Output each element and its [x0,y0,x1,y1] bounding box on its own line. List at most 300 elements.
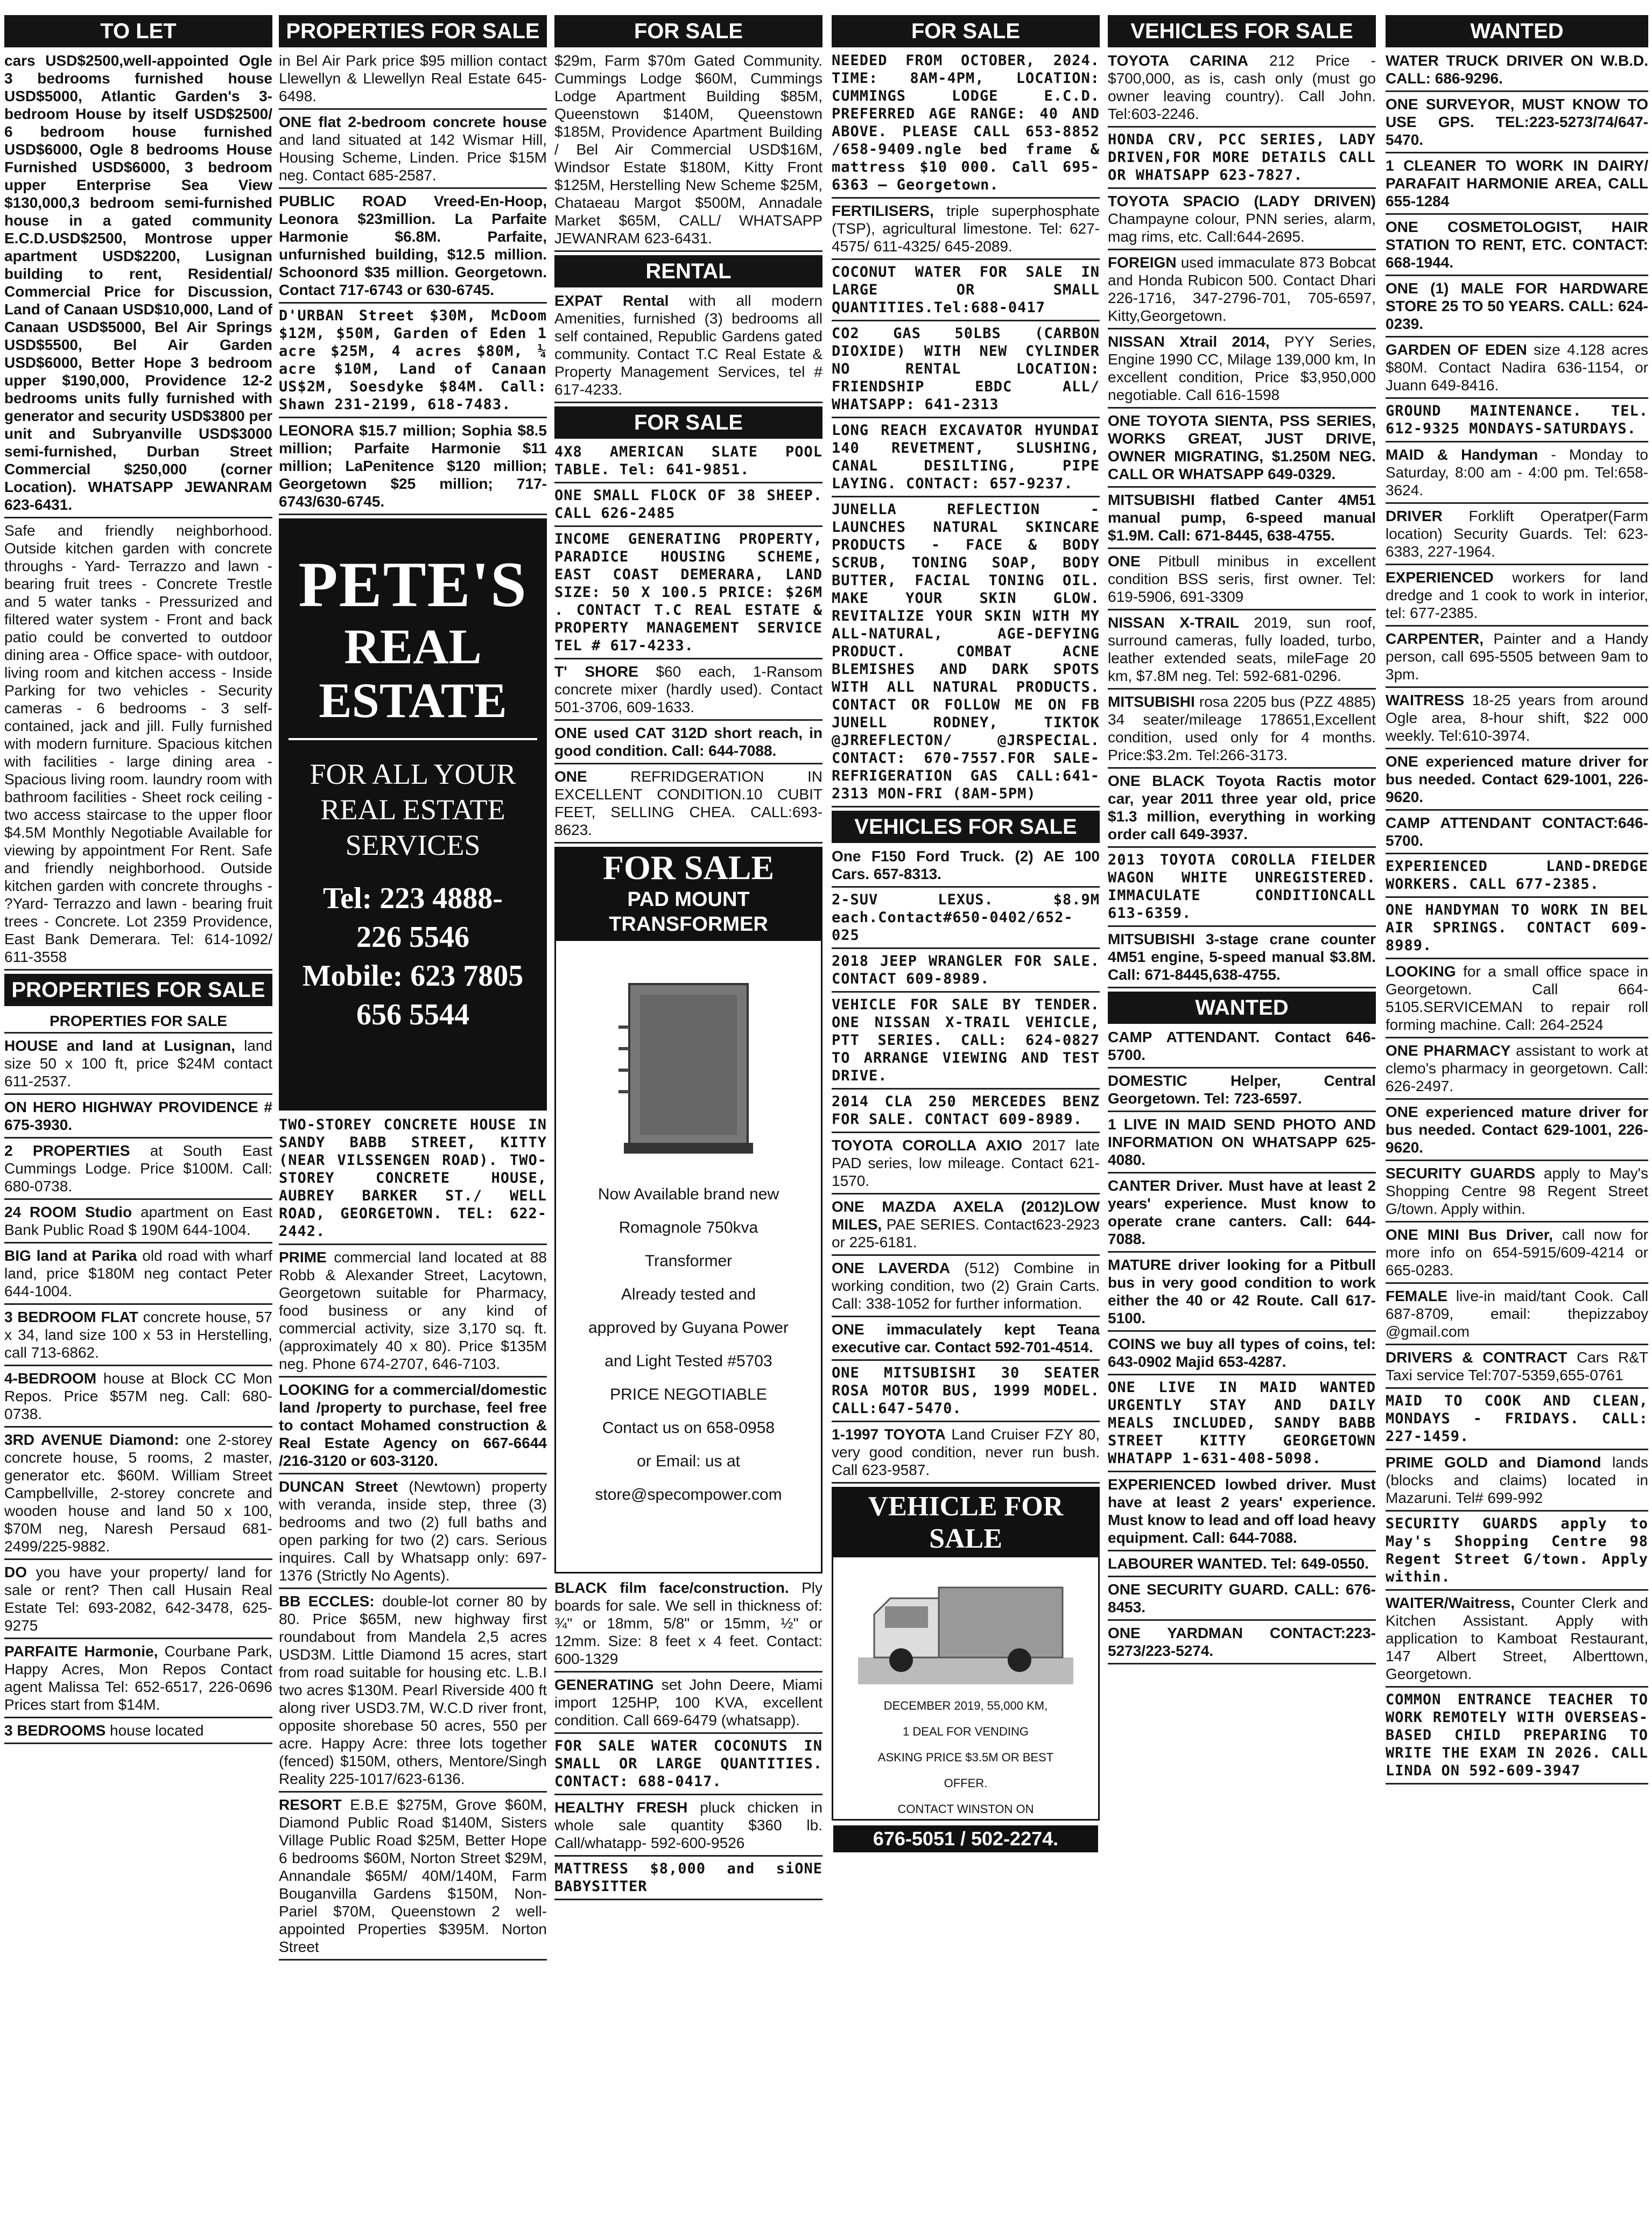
ad-list-properties [279,1116,547,1961]
section-header-vehicles-for-sale: VEHICLES FOR SALE [1108,15,1376,47]
vehicle-ad-text: DECEMBER 2019, 55,000 KM, 1 DEAL FOR VENDING ASKING PRICE $3.5M OR BEST OFFER. CONTACT WINSTON ON [877,1699,1054,1816]
classified-ad [832,501,1100,807]
classified-ad [554,52,823,252]
ad-lead-text: NISSAN Xtrail 2014, [1108,333,1270,350]
classified-ad [832,263,1100,321]
ad-lead-text: MITSUBISHI 3-stage crane counter 4M51 engine, 5-speed manual $3.8M. Call: 671-8445,638-4755. [1108,931,1376,983]
classified-ad [1386,691,1648,749]
ad-body-text: double-lot corner 80 by 80. Price $65M, new highway first roundabout from Mandela 2,5 acres USD3M. Little Diamond 15 acres, start from road suitable for housing etc. L.B.I two acres $130M. Pearl Riverside 400 ft along river USD3.7M, W.C.D river front, opposite shorebase 50 acres, 550 per acre. Happy Acre: three lots together (fenced) $150M, others, Mentore/Singh Reality 225-1017/623-6136. [279,1593,547,1787]
ad-body-text: E.B.E $275M, Grove $60M, Diamond Public Road $140M, Sisters Village Public Road $25M, Better Hope 6 bedrooms $60M, Norton Street $29M, Annandale $65M/ 40M/140M, Farm Bouganvilla Gardens $150M, Non-Pariel $70M, Queenstown 2 well-appointed Properties $395M. Norton Street [279,1796,547,1955]
classified-ad [1386,1348,1648,1389]
classified-ad [1108,52,1376,128]
classified-ad [1386,279,1648,338]
classified-ad [832,325,1100,418]
ad-list-wanted [1108,1028,1376,1664]
transformer-advert [554,847,823,1573]
petes-logo: PETE'S [298,549,528,620]
truck-image [858,1566,1073,1684]
ad-lead-text: DRIVERS & CONTRACT [1386,1349,1567,1366]
ad-lead-text: HOUSE and land at Lusignan, [4,1037,235,1054]
ad-body-text: workers for land dredge and 1 cook to work in interior, tel: 677-2385. [1386,569,1648,621]
section-header-wanted: WANTED [1386,15,1648,47]
ad-lead-text: ONE SURVEYOR, MUST KNOW TO USE GPS. TEL:223-5273/74/647-5470. [1386,96,1648,148]
ad-lead-text: BB ECCLES: [279,1593,375,1610]
ad-lead-text: LONG REACH EXCAVATOR HYUNDAI 140 REVETMENT, SLUSHING, CANAL DESILTING, PIPE LAYING. CONTACT: 657-9237. [832,422,1100,492]
ad-lead-text: 2-SUV LEXUS. $8.9M each.Contact#650-0402/652-025 [832,891,1100,944]
vehicle-for-sale-advert [832,1487,1100,1850]
ad-body-text: at South East Cummings Lodge. Price $100M. Call: 680-0738. [4,1142,272,1195]
ad-lead-text: WATER TRUCK DRIVER ON W.B.D. CALL: 686-9296. [1386,52,1648,87]
classified-ad [832,1093,1100,1133]
classified-ad [279,1381,547,1474]
column-for-sale-2 [832,15,1100,2222]
ad-lead-text: CO2 GAS 50LBS (CARBON DIOXIDE) WITH NEW CYLINDER NO RENTAL LOCATION: FRIENDSHIP EBDC ALL/ WHATSAPP: 641-2313 [832,325,1100,413]
ad-body-text: Painter and a Handy person, call 695-5505 between 9am to 3pm. [1386,630,1648,683]
ad-lead-text: BIG land at Parika [4,1247,137,1264]
classified-ad [4,1098,272,1139]
ad-body-text: lands (blocks and claims) located in Mazaruni. Tel# 699-992 [1386,1454,1648,1506]
ad-body-text: used immaculate 873 Bobcat and Honda Rubicon 500. Contact Dhari 226-1716, 347-2796-701, 705-6597, Kitty,Georgetown. [1108,254,1376,324]
classified-ad [1386,1594,1648,1688]
transformer-ad-subtitle: PAD MOUNT TRANSFORMER [556,887,821,941]
classified-ad [4,1247,272,1305]
transformer-ad-text: Now Available brand new Romagnole 750kva Transformer Already tested and approved by Guyana Power and Light Tested #5703 PRICE NEGOTIABLE Contact us on 658-0958 or Email: us at store@specompower.com [588,1185,789,1504]
classified-ad [4,1642,272,1718]
ad-body-text: 18-25 years from around Ogle area, 8-hour shift, $22 000 weekly. Tel:610-3974. [1386,692,1648,744]
ad-lead-text: TWO-STOREY CONCRETE HOUSE IN SANDY BABB STREET, KITTY (NEAR VILSSENGEN ROAD). TWO-STOREY CONCRETE HOUSE, AUBREY BARKER ST./ WELL ROAD, GEORGETOWN. TEL: 622-2442. [279,1116,547,1240]
ad-body-text: Courbane Park, Happy Acres, Mon Repos Contact agent Malissa Tel: 652-6517, 226-0696 Prices start from $14M. [4,1643,272,1713]
ad-lead-text: LEONORA $15.7 million; Sophia $8.5 million; Parfaite Harmonie $11 million; LaPenitence $120 million; Georgetown $25 million; 717-6743/630-6745. [279,422,547,510]
ad-body-text: rosa 2205 bus (PZZ 4885) 34 seater/mileage 178651,Excellent condition, used only for 4 months. Price:$3.2m. Tel:266-3173. [1108,693,1376,763]
ad-lead-text: ONE MINI Bus Driver, [1386,1226,1553,1243]
classified-ad [1386,507,1648,565]
ad-list-vehicles [832,847,1100,1484]
classified-ad [1108,552,1376,610]
transformer-image [608,963,769,1167]
ad-lead-text: FERTILISERS, [832,202,934,219]
ad-body-text: Cars R&T Taxi service Tel:707-5359,655-0761 [1386,1349,1648,1383]
ad-list [554,52,823,252]
ad-body-text: OR WHATSAPP 623-7827. [1108,167,1303,184]
classified-ad [1386,753,1648,811]
classified-ad [554,1860,823,1900]
section-header-wanted: WANTED [1108,992,1376,1024]
ad-list-vehicles [1108,52,1376,988]
ad-lead-text: HONDA CRV, PCC SERIES, LADY DRIVEN,FOR MORE DETAILS CALL [1108,131,1376,166]
ad-lead-text: SECURITY GUARDS apply to May's Shopping Centre 98 Regent Street G/town. Apply within. [1386,1515,1648,1585]
ad-lead-text: VEHICLE FOR SALE BY TENDER. ONE NISSAN X-TRAIL VEHICLE, PTT SERIES. CALL: 624-0827 TO ARRANGE VIEWING AND TEST DRIVE. [832,996,1100,1084]
classified-ad [1108,1580,1376,1621]
ad-body-text: PAE SERIES. Contact623-2923 or 225-6181. [832,1216,1100,1251]
ad-lead-text: ONE MITSUBISHI 30 SEATER ROSA MOTOR BUS, 1999 MODEL. CALL:647-5470. [832,1365,1100,1417]
section-header-properties-for-sale: PROPERTIES FOR SALE [4,974,272,1006]
real-estate-title: REAL ESTATE [289,620,537,740]
classified-ad [279,113,547,189]
classified-ad [279,192,547,304]
ad-body-text: Forklift Operatper(Farm location) Security Guards. Tel: 623-6383, 227-1964. [1386,508,1648,560]
ad-body-text: PYY Series, Engine 1990 CC, Milage 139,000 km, In excellent condition, Price $3,950,000 negotiable. Call 616-1598 [1108,333,1376,403]
ad-lead-text: INCOME GENERATING PROPERTY, PARADICE HOUSING SCHEME, EAST COAST DEMERARA, LAND SIZE: 50 X 100.5 PRICE: $26M . CONTACT T.C REAL ESTATE & PROPERTY MANAGEMENT SERVICE TEL # 617-4233. [554,531,823,654]
classified-ad [554,724,823,764]
ad-list-properties [279,52,547,515]
classified-ad [1108,491,1376,549]
ad-lead-text: ONE SMALL FLOCK OF 38 SHEEP. CALL 626-2485 [554,487,823,522]
classified-ad [554,768,823,844]
ad-body-text: $60 each, 1-Ransom concrete mixer (hardly used). Contact 501-3706, 609-1633. [554,663,823,715]
classified-ad [832,1425,1100,1484]
ad-body-text: commercial land located at 88 Robb & Alexander Street, Lacytown, Georgetown suitable for Pharmacy, food business or any kind of commercial activity, size 3,170 sq. ft. (approximately 40 x 80). Price $135M neg. Phone 674-2707, 646-7103. [279,1249,547,1372]
classified-ad [832,202,1100,260]
classified-ad [279,1592,547,1793]
ad-lead-text: EXPERIENCED LAND-DREDGE WORKERS. CALL 677-2385. [1386,858,1648,893]
classified-ad [554,292,823,403]
vehicle-ad-title: VEHICLE FOR SALE [833,1488,1098,1557]
ad-lead-text: ONE flat 2-bedroom concrete house [279,114,547,130]
ad-lead-text: MATURE driver looking for a Pitbull bus in very good condition to work either the 40 or 42 Route. Call 617-5100. [1108,1256,1376,1326]
classified-ad [1108,254,1376,329]
classified-ad [1386,402,1648,442]
ad-lead-text: 1 CLEANER TO WORK IN DAIRY/ PARAFAIT HARMONIE AREA, CALL 655-1284 [1386,157,1648,209]
ad-list-rental [554,292,823,403]
classified-ad [832,996,1100,1090]
column-vehicles-for-sale [1108,15,1376,2222]
ad-list-wanted [1386,52,1648,1785]
classified-ad [279,1116,547,1245]
classified-ad [1108,693,1376,769]
ad-lead-text: ONE YARDMAN CONTACT:223-5273/223-5274. [1108,1625,1376,1659]
ad-body-text: and land situated at 142 Wismar Hill, Housing Scheme, Linden. Price $15M neg. Contact 685-2587. [279,131,547,184]
ad-lead-text: ONE SECURITY GUARD. CALL: 676-8453. [1108,1581,1376,1615]
section-header-for-sale: FOR SALE [554,406,823,439]
ad-lead-text: ONE [1108,553,1141,570]
ad-lead-text: EXPERIENCED lowbed driver. Must have at least 2 years' experience. Must know to lead and off load heavy equipment. Call: 644-7088. [1108,1476,1376,1546]
classified-ad [1386,341,1648,399]
ad-body-text: concrete house, 57 x 34, land size 100 x 53 in Herstelling, call 713-6862. [4,1309,272,1361]
ad-lead-text: 2014 CLA 250 MERCEDES BENZ FOR SALE. CONTACT 609-8989. [832,1093,1100,1128]
ad-lead-text: ONE used CAT 312D short reach, in good condition. Call: 644-7088. [554,725,823,759]
classified-ad [1386,1287,1648,1345]
vehicle-ad-phone: 676-5051 / 502-2274. [833,1825,1098,1852]
ad-lead-text: 2018 JEEP WRANGLER FOR SALE. CONTACT 609-8989. [832,953,1100,987]
classified-ad [4,1722,272,1744]
classified-ad [832,421,1100,497]
classified-ad [1386,1392,1648,1450]
classified-ad [4,1563,272,1639]
ad-lead-text: EXPERIENCED [1386,569,1494,586]
classified-ad [832,1198,1100,1256]
ad-lead-text: TOYOTA SPACIO (LADY DRIVEN) [1108,193,1376,209]
classified-ad [1386,1042,1648,1100]
ad-lead-text: MAID TO COOK AND CLEAN, MONDAYS - FRIDAYS. CALL: 227-1459. [1386,1393,1648,1445]
classified-ad [832,891,1100,949]
ad-lead-text: MAID & Handyman [1386,446,1538,463]
classified-ad [1386,963,1648,1038]
ad-list [832,52,1100,807]
classified-ad [1386,568,1648,627]
ad-lead-text: GENERATING [554,1676,654,1693]
ad-lead-text: MITSUBISHI flatbed Canter 4M51 manual pump, 6-speed manual $1.9M. Call: 671-8445, 638-4755. [1108,491,1376,544]
ad-lead-text: COCONUT WATER FOR SALE IN LARGE OR SMALL QUANTITIES.Tel:688-0417 [832,264,1100,316]
ad-body-text: 2017 late PAD series, low mileage. Contact 621-1570. [832,1137,1100,1189]
classified-ad [1386,1226,1648,1284]
phone-numbers: Tel: 223 4888- 226 5546 Mobile: 623 7805 656 5544 [302,882,524,1031]
ad-body-text: Counter Clerk and Kitchen Assistant. Apply with application to Kamboat Restaurant, 147 Albert Street, Alberttown, Georgetown. [1386,1594,1648,1682]
ad-lead-text: NEEDED FROM OCTOBER, 2024. TIME: 8AM-4PM, LOCATION: CUMMINGS LODGE E.C.D. PREFERRED AGE RANGE: 40 AND ABOVE. PLEASE CALL 653-8852 /658-9409.ngle bed frame & mattress [832,52,1100,175]
classified-ad [554,1579,823,1673]
classified-ad [1108,1072,1376,1112]
section-header-vehicles-for-sale: VEHICLES FOR SALE [832,811,1100,843]
ad-body-text: $10 000. Call 695-6363 – Georgetown. [832,159,1100,193]
classified-ad [1108,772,1376,848]
ad-lead-text: CANTER Driver. Must have at least 2 years' experience. Must know to operate crane canters. Call: 644-7088. [1108,1177,1376,1247]
classified-ad [832,52,1100,199]
classified-ad [1108,1256,1376,1332]
ad-lead-text: D'URBAN Street $30M, McDoom $12M, $50M, Garden of Eden 1 acre $25M, 4 acres $80M, ¼ acre $10M, Land of Canaan US$2M, Soesdyke $84M. Call: Shawn 231-2199, 618-7483. [279,307,547,413]
classified-ad [1108,851,1376,927]
ad-body-text: old road with wharf land, price $180M neg contact Peter 644-1004. [4,1247,272,1299]
section-header-rental: RENTAL [554,255,823,287]
classified-ad [4,1369,272,1428]
ad-lead-text: DRIVER [1386,508,1443,524]
ad-body-text: 2019, sun roof, surround cameras, fully loaded, turbo, leather extended seats, mileFage 20 km, $7.8M neg. Tel: 592-681-0296. [1108,614,1376,684]
ad-lead-text: ONE experienced mature driver for bus needed. Contact 629-1001, 226-9620. [1386,1104,1648,1156]
classified-ad [1108,1177,1376,1253]
classified-ad [1108,412,1376,488]
ad-lead-text: DUNCAN Street [279,1478,398,1495]
classified-ad [554,530,823,659]
classified-ad [1108,614,1376,690]
ad-lead-text: ONE TOYOTA SIENTA, PSS SERIES, WORKS GREAT, JUST DRIVE, OWNER MIGRATING, $1.250M NEG. CALL OR WHATSAPP 649-0329. [1108,412,1376,482]
ad-lead-text: One F150 Ford Truck. (2) AE 100 Cars. 657-8313. [832,848,1100,882]
classified-ad [1108,1028,1376,1069]
section-header-for-sale: FOR SALE [832,15,1100,47]
transformer-ad-title: FOR SALE [556,848,821,887]
ad-body-text: apply to May's Shopping Centre 98 Regent Street G/town. Apply within. [1386,1165,1648,1217]
classified-ad [554,487,823,527]
classified-ad [1108,192,1376,250]
ad-body-text: set John Deere, Miami import 125HP, 100 KVA, excellent condition. Call 669-6479 (whatsapp). [554,1676,823,1729]
classified-ad [1386,95,1648,153]
classified-ad [1108,1476,1376,1551]
ad-lead-text: 3 BEDROOMS [4,1722,106,1739]
ad-body-text: pluck chicken in whole sale quantity $360 lb. Call/whatapp- 592-600-9526 [554,1799,823,1851]
ad-lead-text: 2013 TOYOTA COROLLA FIELDER WAGON WHITE UNREGISTERED. IMMACULATE CONDITIONCALL 613-6359. [1108,852,1376,922]
classified-ad [1108,131,1376,189]
ad-lead-text: ONE COSMETOLOGIST, HAIR STATION TO RENT, ETC. CONTACT: 668-1944. [1386,219,1648,271]
classified-ad [1386,1515,1648,1591]
ad-lead-text: LOOKING for a commercial/domestic land /property to purchase, feel free to contact Mohamed construction & Real Estate Agency on 667-6644 /216-3120 or 603-3120. [279,1381,547,1469]
ad-lead-text: WAITRESS [1386,692,1465,708]
ad-lead-text: CAMP ATTENDANT. Contact 646-5700. [1108,1029,1376,1063]
ad-body-text: - Monday to Saturday, 8:00 am - 4:00 pm. Tel:658-3624. [1386,446,1648,498]
classified-ad [554,1799,823,1857]
ad-lead-text: FOR SALE WATER COCONUTS IN SMALL OR LARGE QUANTITIES. CONTACT: 688-0417. [554,1738,823,1790]
subheader-properties-for-sale: PROPERTIES FOR SALE [4,1010,272,1034]
ad-lead-text: SECURITY GUARDS [1386,1165,1536,1182]
classified-ad [1386,446,1648,504]
ad-body-text: one 2-storey concrete house, 5 rooms, 2 master, generator etc. $60M. William Street Campbellville, 2-storey concrete and wooden house and land 50 x 100, $70M neg, Naresh Persaud 681-2499/225-9882. [4,1431,272,1555]
ad-lead-text: 4-BEDROOM [4,1370,97,1387]
classified-ad [279,52,547,110]
classified-ad [554,1676,823,1734]
ad-lead-text: ONE HANDYMAN TO WORK IN BEL AIR SPRINGS. CONTACT 609-8989. [1386,902,1648,954]
classified-ad [4,1308,272,1366]
ad-lead-text: MATTRESS $8,000 and siONE BABYSITTER [554,1860,823,1895]
ad-lead-text: WAITER/Waitress, [1386,1594,1515,1611]
ad-body-text: call now for more info on 654-5915/609-4214 or 665-0283. [1386,1226,1648,1278]
classified-ad [1108,1335,1376,1375]
ad-body-text: Champayne colour, PNN series, alarm, mag rims, etc. Call:644-2695. [1108,210,1376,245]
ad-lead-text: PRIME [279,1249,327,1266]
ad-lead-text: CAMP ATTENDANT CONTACT:646-5700. [1386,814,1648,849]
classified-ad [832,847,1100,888]
ad-body-text: apartment on East Bank Public Road $ 190M 644-1004. [4,1204,272,1238]
classified-ad [279,1248,547,1378]
ad-lead-text: EXPAT Rental [554,292,669,309]
ad-lead-text: 1-1997 TOYOTA [832,1426,946,1443]
ad-body-text: triple superphosphate (TSP), agricultural limestone. Tel: 627-4575/ 611-4325/ 645-2089. [832,202,1100,255]
ad-lead-text: FEMALE [1386,1288,1448,1304]
section-header-to-let: TO LET [4,15,272,47]
ad-lead-text: MITSUBISHI [1108,693,1195,710]
column-wanted [1386,15,1648,2222]
ad-lead-text: ONE LAVERDA [832,1260,951,1276]
classified-ad [554,443,823,483]
ad-lead-text: ONE [554,768,587,785]
ad-body-text: house at Block CC Mon Repos. Price $57M neg. Call: 680-0738. [4,1370,272,1422]
classified-ad [1386,1103,1648,1161]
classified-ad [279,307,547,418]
ad-list-properties [4,1037,272,1744]
ad-body-text: $29m, Farm $70m Gated Community. Cummings Lodge $60M, Cummings Lodge Apartment Building $85M, Queenstown $140M, Queenstown $185M, Providence Apartment Building / Bel Air Commercial USD$16M, Windsor Estate $180M, Kitty Front $125M, Herstelling New Scheme $25M, Chataeau Margot $500M, Annadale Market $65M, CALL/ WHATSAPP JEWANRAM 623-6431. [554,52,823,247]
classified-ad [279,421,547,515]
section-header-for-sale: FOR SALE [554,15,823,47]
ad-lead-text: ON HERO HIGHWAY PROVIDENCE # 675-3930. [4,1099,272,1133]
ad-lead-text: HEALTHY FRESH [554,1799,688,1816]
column-for-sale [554,15,823,2222]
ad-lead-text: BLACK film face/construction. [554,1579,789,1596]
ad-lead-text: CARPENTER, [1386,630,1484,647]
section-header-properties-for-sale: PROPERTIES FOR SALE [279,15,547,47]
ad-lead-text: T' SHORE [554,663,638,680]
ad-lead-text: DOMESTIC Helper, Central Georgetown. Tel: 723-6597. [1108,1072,1376,1107]
ad-lead-text: PARFAITE Harmonie, [4,1643,158,1660]
classified-ad [554,663,823,721]
ad-body-text: 212 Price - $700,000, as is, cash only (must go owner leaving country). Call John. Tel:603-2246. [1108,52,1376,122]
classified-ad [832,952,1100,993]
classified-ad [1386,630,1648,688]
ad-to-let: Safe and friendly neighborhood. Outside kitchen garden with concrete throughs - Yard- Terrazzo and lawn - bearing fruit trees - Concrete Trestle and 5 water tanks - Pressurized and filtered water system - Front and back patio could be converted to outdoor dining area - Office space- with outdoor, living room and kitchen access - Inside Parking for two vehicles - Security cameras - 6 bedrooms - 3 self-contained, jack and jill. Fully furnished with modern furniture. Spacious kitchen with facilities - large dining area - Spacious living room. laundry room with bathroom facilities - Sheet rock ceiling - two access staircase to the upper floor $4.5M Monthly Negotiable Available for viewing by appointment For Rent. Safe and friendly neighborhood. Outside kitchen garden with concrete throughs - ?Yard- Terrazzo and lawn - bearing fruit trees - Concrete. Lot 2359 Providence, East Bank Demerara. Tel: 614-1092/ 611-3558 [4,522,272,971]
ad-lead-text: COINS we buy all types of coins, tel: 643-0902 Majid 653-4287. [1108,1336,1376,1370]
ad-body-text: land size 50 x 100 ft, price $24M contact 611-2537. [4,1037,272,1090]
ad-lead-text: ONE immaculately kept Teana executive car. Contact 592-701-4514. [832,1321,1100,1355]
ad-lead-text: GROUND MAINTENANCE. TEL. 612-9325 MONDAYS-SATURDAYS. [1386,403,1648,437]
classified-ad [1108,333,1376,409]
classified-ad [1386,1164,1648,1223]
classified-ad [1386,52,1648,92]
ad-lead-text: 24 ROOM Studio [4,1204,132,1220]
ad-body-text: with all modern Amenities, furnished (3) bedrooms all self contained, Republic Gardens gated community. Contact T.C Real Estate & Property Management Services, tel # 617-4233. [554,292,823,398]
ad-lead-text: ONE LIVE IN MAID WANTED URGENTLY STAY AND DAILY MEALS INCLUDED, SANDY BABB STREET KITTY GEORGETOWN WHATAPP 1-631-408-5098. [1108,1379,1376,1467]
classified-ad [4,1142,272,1200]
ad-body-text: (512) Combine in working condition, two (2) Grain Carts. Call: 338-1052 for further information. [832,1260,1100,1312]
column-properties-for-sale [279,15,547,2222]
classified-ad [1386,901,1648,959]
services-text: FOR ALL YOUR REAL ESTATE SERVICES [310,758,516,861]
ad-lead-text: 1 LIVE IN MAID SEND PHOTO AND INFORMATION ON WHATSAPP 625-4080. [1108,1116,1376,1168]
classified-ad [4,1203,272,1244]
classified-ad [1386,157,1648,215]
classified-ad [1108,1624,1376,1664]
classified-ad [1108,1379,1376,1472]
ad-lead-text: FOREIGN [1108,254,1177,271]
ad-lead-text: TOYOTA COROLLA AXIO [832,1137,1023,1154]
ad-body-text: you have your property/ land for sale or rent? Then call Husain Real Estate Tel: 693-2082, 642-3478, 625-9275 [4,1564,272,1634]
ad-lead-text: ONE PHARMACY [1386,1042,1511,1059]
classified-ad [832,1320,1100,1361]
ad-lead-text: DO [4,1564,27,1580]
ad-lead-text: ONE BLACK Toyota Ractis motor car, year 2011 three year old, price $1.3 million, everything in working order call 649-3937. [1108,772,1376,842]
ad-body-text: for a small office space in Georgetown. Call 664-5105.SERVICEMAN to repair roll forming machine. Call: 264-2524 [1386,963,1648,1033]
ad-lead-text: 3RD AVENUE Diamond: [4,1431,179,1448]
classified-ad [1386,814,1648,854]
ad-body-text: assistant to work at clemo's pharmacy in georgetown. Call: 626-2497. [1386,1042,1648,1094]
ad-lead-text: COMMON ENTRANCE TEACHER TO WORK REMOTELY WITH OVERSEAS-BASED CHILD PREPARING TO WRITE THE EXAM IN 2026. CALL LINDA ON 592-609-3947 [1386,1691,1648,1779]
ad-lead-text: JUNELLA REFLECTION - LAUNCHES NATURAL SKINCARE PRODUCTS - FACE & BODY SCRUB, TONING SOAP, BODY BUTTER, FACIAL TONING OIL. MAKE YOUR SKIN GLOW. REVITALIZE YOUR SKIN WITH MY ALL-NATURAL, AGE-DEFYING PRODUCT. COMBAT ACNE BLEMISHES AND DARK SPOTS WITH ALL NATURAL PRODUCTS. CONTACT OR FOLLOW ME ON FB JUNELL RODNEY, TIKTOK @JRREFLECTON/ @JRSPECIAL. CONTACT: 670-7557.FOR SALE- REFRIGERATION GAS CALL:641-2313 MON-FRI (8AM-5PM) [832,501,1100,802]
ad-lead-text: GARDEN OF EDEN [1386,341,1527,358]
ad-lead-text: 2 PROPERTIES [4,1142,130,1159]
ad-lead-text: TOYOTA CARINA [1108,52,1248,69]
ad-list [554,443,823,844]
ad-body-text: live-in maid/tant Cook. Call 687-8709, email: thepizzaboy @gmail.com [1386,1288,1648,1340]
ad-body-text: Pitbull minibus in excellent condition BSS seris, first owner. Tel: 619-5906, 691-3309 [1108,553,1376,605]
classified-ad [832,1364,1100,1422]
ad-list [554,1579,823,1900]
ad-body-text: (Newtown) property with veranda, inside step, three (3) bedrooms and two (2) full baths and open parking for two (2) cars. Serious inquires. Call by Whatsapp only: 697-1376 (Strictly No Agents). [279,1478,547,1584]
ad-lead-text: PUBLIC ROAD Vreed-En-Hoop, Leonora $23million. La Parfaite Harmonie $6.8M. Parfaite, unfurnished building, $12.5 million. Schoonord $35 million. Georgetown. Contact 717-6743 or 630-6745. [279,193,547,298]
ad-lead-text: NISSAN X-TRAIL [1108,614,1239,631]
ad-lead-text: LOOKING [1386,963,1456,980]
ad-body-text: size 4.128 acres $80M. Contact Nadira 636-1154, or Juann 649-8416. [1386,341,1648,394]
ad-lead-text: PRIME GOLD and Diamond [1386,1454,1601,1471]
classified-ad [279,1478,547,1589]
ad-body-text: REFRIDGERATION IN EXCELLENT CONDITION.10 CUBIT FEET, SELLING CHEA. CALL:693-8623. [554,768,823,838]
ad-body-text: house located [106,1722,204,1739]
column-to-let [4,15,272,2222]
ad-lead-text: ONE experienced mature driver for bus needed. Contact 629-1001, 226-9620. [1386,753,1648,805]
ad-body-text: Land Cruiser FZY 80, very good condition, never run bush. Call 623-9587. [832,1426,1100,1478]
classified-ad [1386,1691,1648,1785]
ad-lead-text: ONE (1) MALE FOR HARDWARE STORE 25 TO 50 YEARS. CALL: 624-0239. [1386,280,1648,332]
classified-ad [832,1136,1100,1195]
ad-lead-text: LABOURER WANTED. Tel: 649-0550. [1108,1555,1369,1572]
classified-ad [832,1259,1100,1317]
petes-real-estate-advert [279,518,547,1111]
ad-to-let: cars USD$2500,well-appointed Ogle 3 bedrooms furnished house USD$5000, Atlantic Garden's 3-bedroom House by itself USD$2500/ 6 bedroom house furnished USD$6000, Ogle 8 bedrooms House Furnished USD$6000, 3 bedroom upper Enterprise Sea View $130,000,3 bedroom semi-furnished house in a gated community E.C.D.USD$2500, Montrose upper apartment USD$2200, Lusignan building to rent, Residential/ Commercial Price for Discussion, Land of Canaan USD$10,000, Land of Canaan USD$5000, Bel Air Springs USD$5500, Bel Air Garden USD$6000, Better Hope 3 bedroom upper $190,000, Providence 12-2 bedrooms units fully furnished with generator and security USD$3800 per unit and Subryanville USD$3000 semi-furnished, Durban Street Commercial $250,000 (corner Location). WHATSAPP JEWANRAM 623-6431. [4,52,272,518]
classified-ad [1108,1115,1376,1174]
classified-ad [1108,930,1376,988]
classified-ad [554,1737,823,1795]
ad-lead-text: RESORT [279,1796,342,1813]
classified-ad [1386,1453,1648,1512]
classified-ad [4,1431,272,1560]
classified-ad [279,1796,547,1961]
ad-lead-text: ONE MAZDA AXELA (2012)LOW MILES, [832,1198,1100,1233]
classified-ad [4,1037,272,1095]
classified-ad [1386,218,1648,276]
classified-ad [1386,858,1648,898]
ad-lead-text: 3 BEDROOM FLAT [4,1309,138,1325]
